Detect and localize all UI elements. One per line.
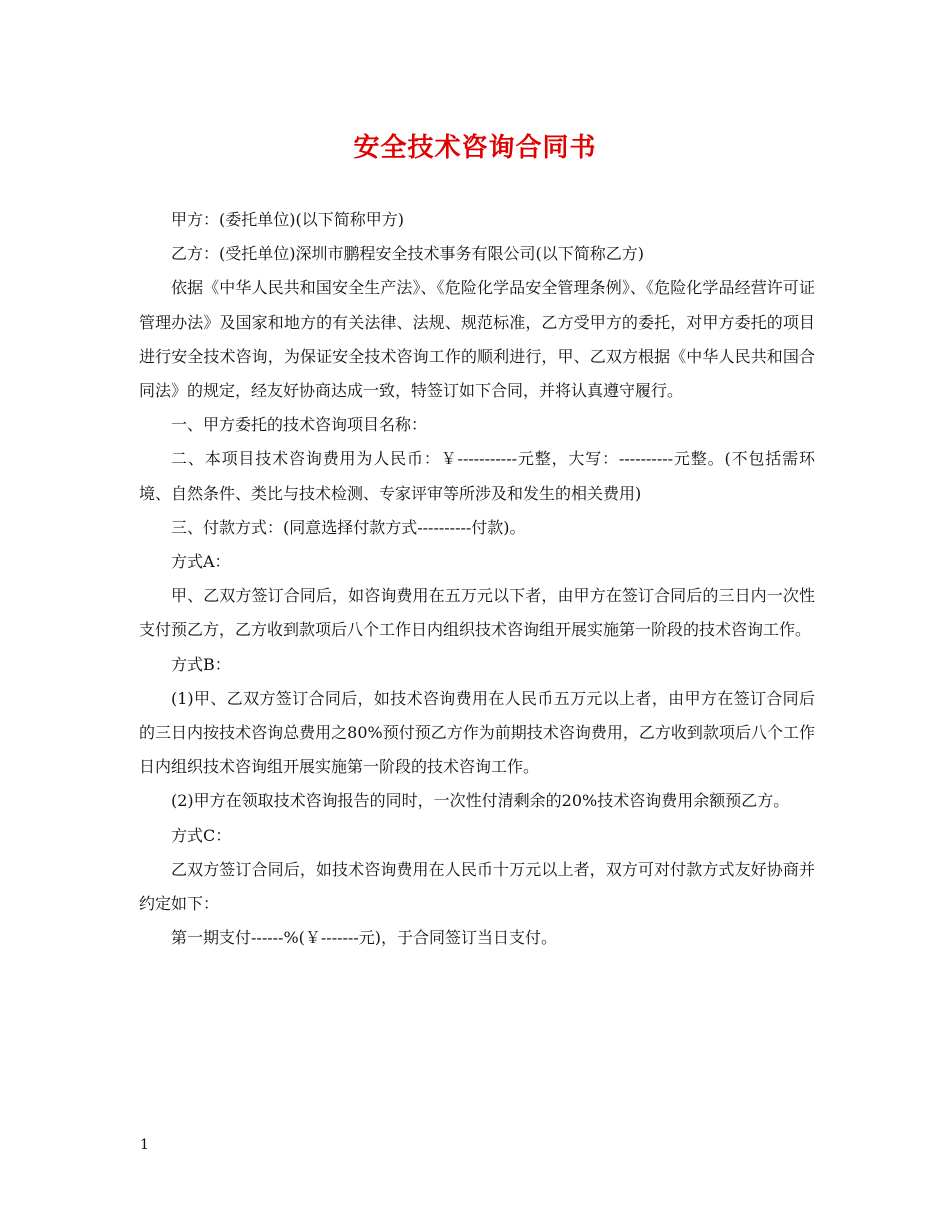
page-number: 1 bbox=[140, 1137, 149, 1153]
method-a-heading: 方式A： bbox=[171, 552, 231, 572]
method-b-item-2: (2)甲方在领取技术咨询报告的同时，一次性付清剩余的20%技术咨询费用余额预乙方。 bbox=[171, 791, 790, 811]
method-b-item-1: (1)甲、乙双方签订合同后，如技术咨询费用在人民币五万元以上者，由甲方在签订合同后的三日内按技术咨询总费用之80%预付预乙方作为前期技术咨询费用，乙方收到款项后八个工作日内组织技术咨询组开展实施第一阶段的技术咨询工作。 bbox=[139, 688, 815, 777]
document-title: 安全技术咨询合同书 bbox=[353, 133, 597, 163]
method-a-paragraph: 甲、乙双方签订合同后，如咨询费用在五万元以下者，由甲方在签订合同后的三日内一次性支付预乙方，乙方收到款项后八个工作日内组织技术咨询组开展实施第一阶段的技术咨询工作。 bbox=[139, 586, 815, 640]
method-c-heading: 方式C： bbox=[171, 825, 232, 845]
party-b-line: 乙方：(受托单位)深圳市鹏程安全技术事务有限公司(以下简称乙方) bbox=[171, 244, 644, 264]
document-body bbox=[139, 203, 815, 955]
first-payment-line: 第一期支付------%(￥-------元)，于合同签订当日支付。 bbox=[171, 928, 557, 948]
clause-1-heading: 一、甲方委托的技术咨询项目名称： bbox=[171, 415, 428, 435]
preamble-paragraph: 依据《中华人民共和国安全生产法》、《危险化学品安全管理条例》、《危险化学品经营许可证管理办法》及国家和地方的有关法律、法规、规范标准，乙方受甲方的委托，对甲方委托的项目进行安全技术咨询，为保证安全技术咨询工作的顺利进行，甲、乙双方根据《中华人民共和国合同法》的规定，经友好协商达成一致，特签订如下合同，并将认真遵守履行。 bbox=[139, 278, 815, 401]
clause-2-paragraph: 二、本项目技术咨询费用为人民币：￥-----------元整，大写：----------元整。(不包括需环境、自然条件、类比与技术检测、专家评审等所涉及和发生的相关费用) bbox=[139, 449, 815, 503]
method-b-heading: 方式B： bbox=[171, 654, 231, 674]
method-c-paragraph: 乙双方签订合同后，如技术咨询费用在人民币十万元以上者，双方可对付款方式友好协商并约定如下： bbox=[139, 859, 815, 914]
clause-3-heading: 三、付款方式：(同意选择付款方式----------付款)。 bbox=[171, 517, 526, 537]
party-a-line: 甲方：(委托单位)(以下简称甲方) bbox=[171, 210, 404, 229]
